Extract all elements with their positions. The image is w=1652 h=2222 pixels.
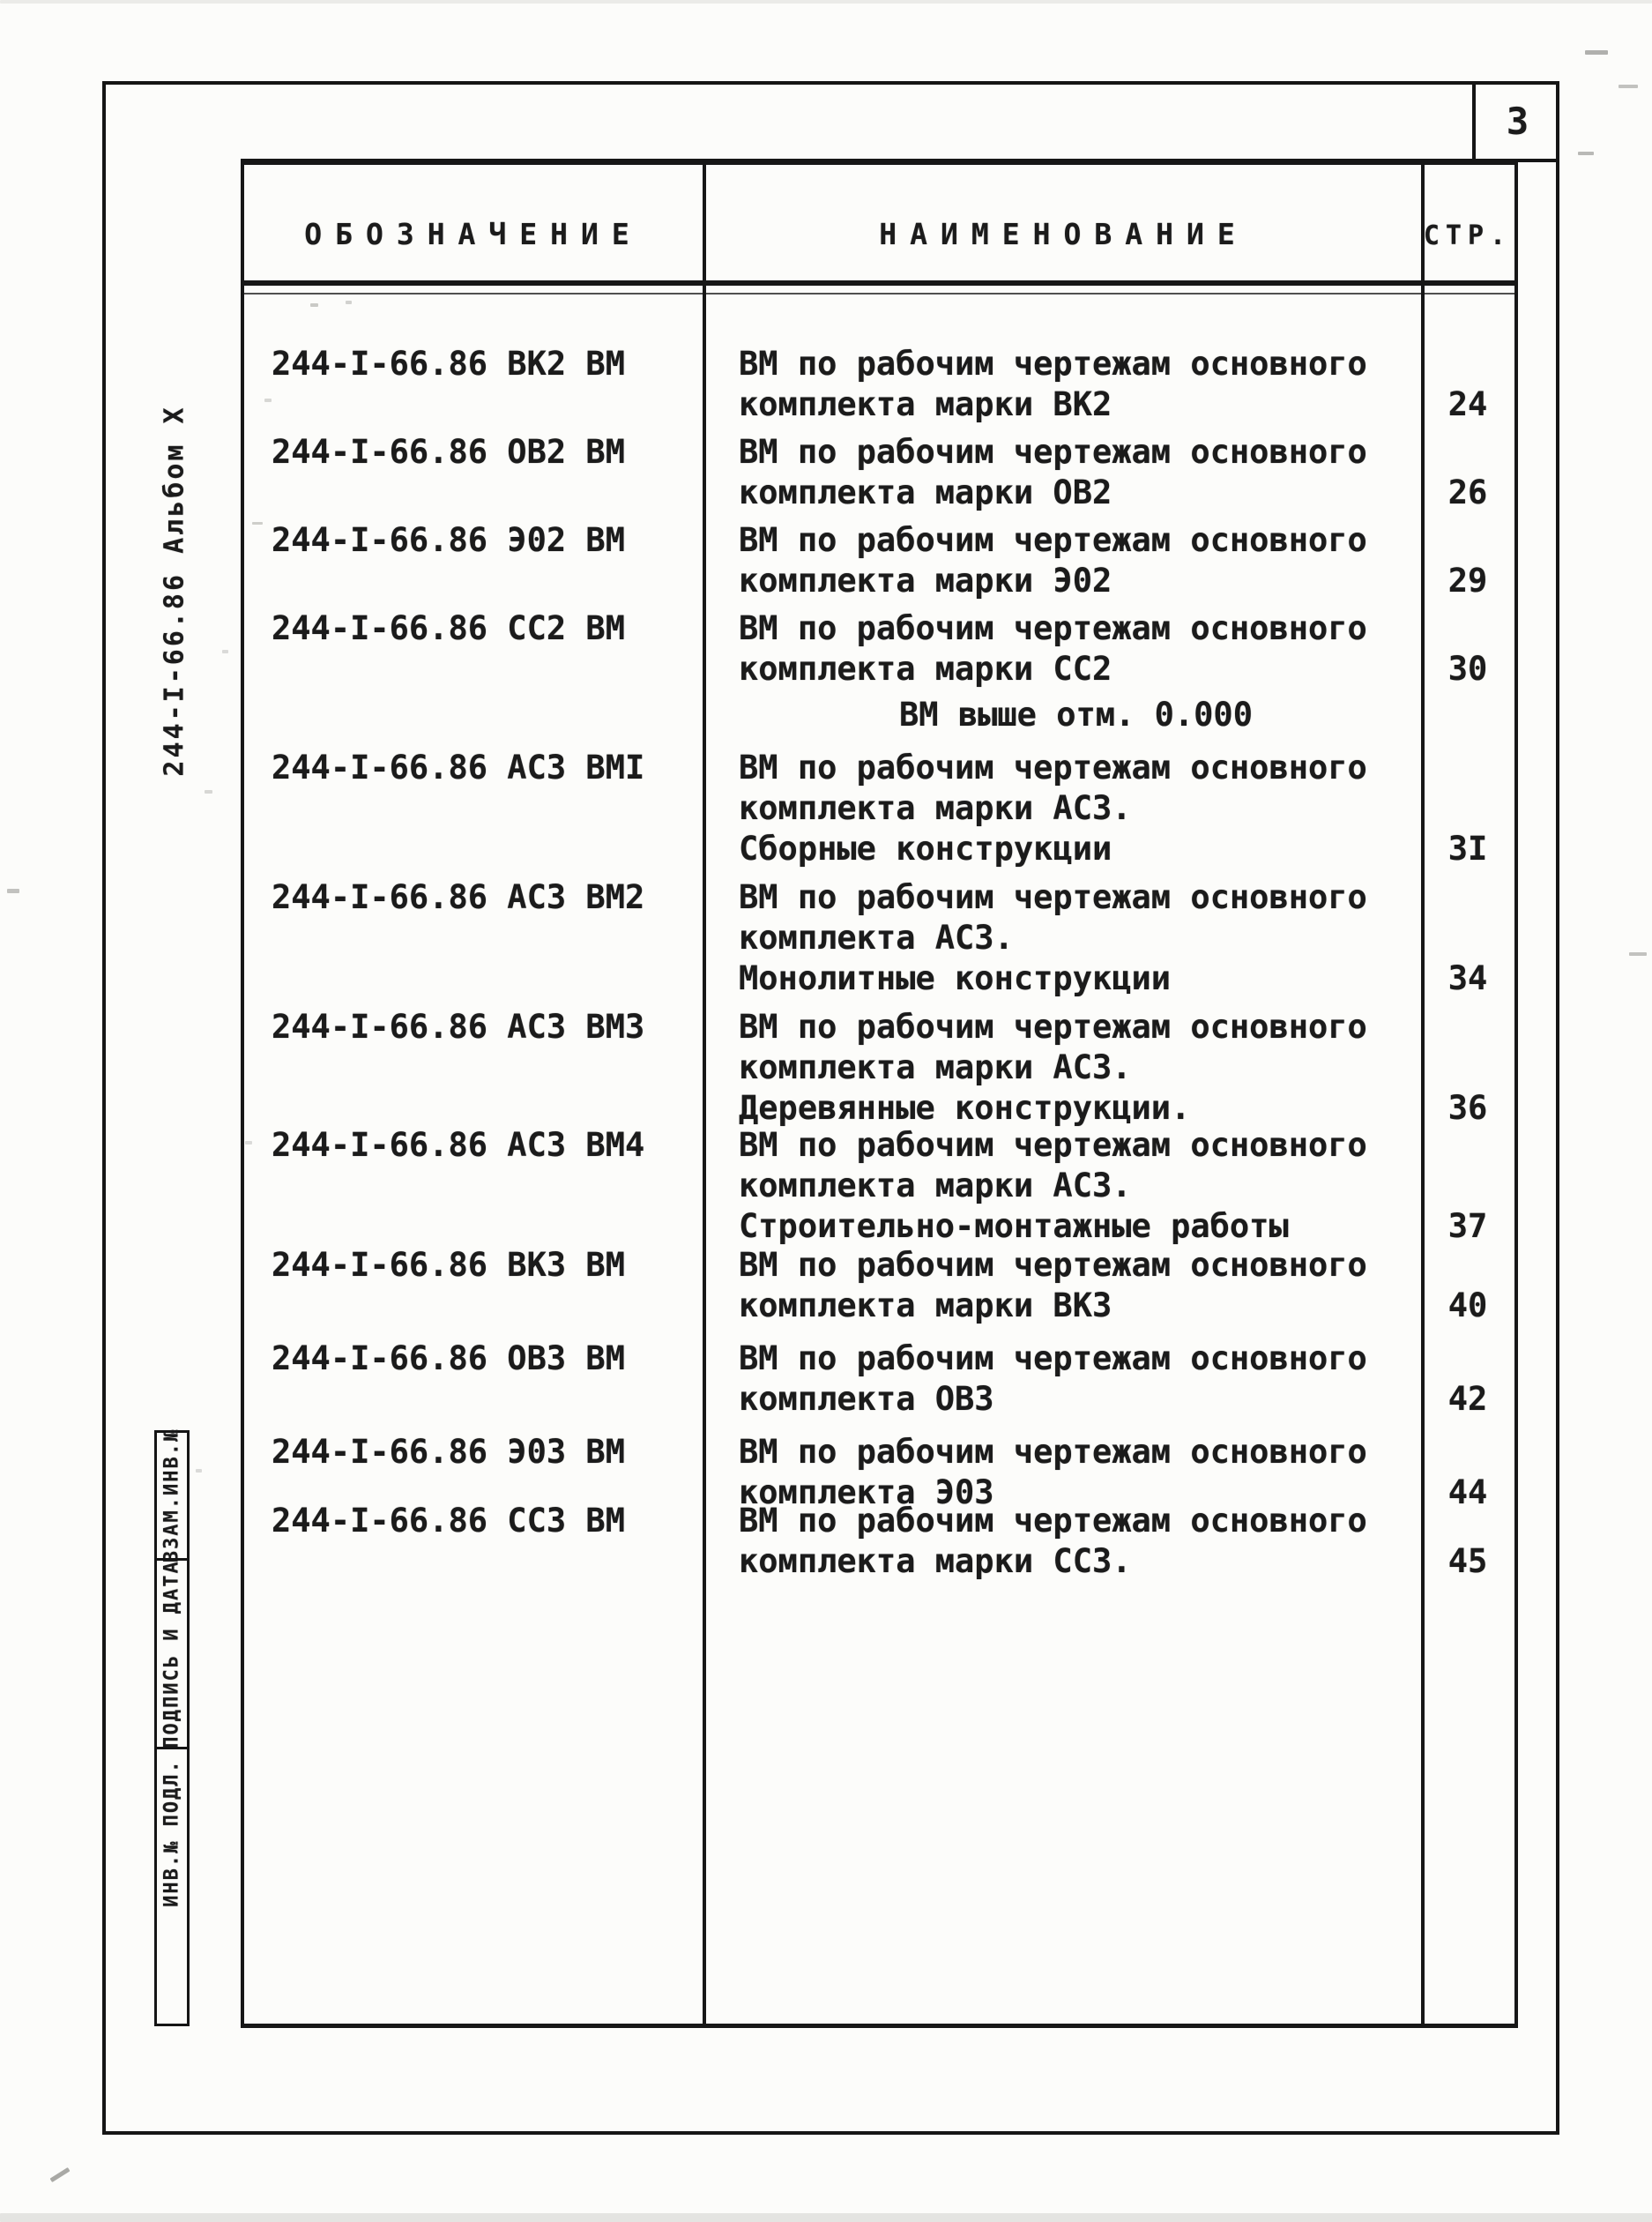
row-page-number: 36: [1447, 1089, 1488, 1127]
row-designation: 244-I-66.86 Э02 ВМ: [272, 521, 625, 559]
column-header-name: НАИМЕНОВАНИЕ: [879, 217, 1248, 251]
scan-artifact: [49, 2167, 70, 2182]
stamp-cell-inv-podl: [154, 1747, 190, 2026]
name-line: ВМ по рабочим чертежам основного: [739, 1126, 1367, 1164]
row-page-number: 29: [1447, 562, 1488, 600]
row-name: [739, 1501, 1367, 1582]
name-line: комплекта марки ВК2: [739, 385, 1112, 423]
row-designation: 244-I-66.86 ОВ2 ВМ: [272, 433, 625, 471]
row-designation: 244-I-66.86 ВК2 ВМ: [272, 345, 625, 383]
name-line: комплекта АС3.: [739, 919, 1014, 957]
row-page-number: 45: [1447, 1542, 1488, 1580]
name-line: комплекта марки АС3.: [739, 1167, 1132, 1204]
scan-artifact: [346, 301, 352, 304]
name-line: ВМ по рабочим чертежам основного: [739, 609, 1367, 647]
table-header-rule-thin: [241, 293, 1518, 295]
name-line: ВМ по рабочим чертежам основного: [739, 1433, 1367, 1471]
table-border-bottom: [241, 2024, 1518, 2028]
row-page-number: 37: [1447, 1207, 1488, 1245]
row-designation: 244-I-66.86 ОВ3 ВМ: [272, 1339, 625, 1377]
row-name: [739, 520, 1367, 601]
name-line: ВМ по рабочим чертежам основного: [739, 878, 1367, 916]
row-designation: 244-I-66.86 Э03 ВМ: [272, 1433, 625, 1471]
scan-artifact: [222, 650, 228, 653]
name-line: комплекта марки АС3.: [739, 1048, 1132, 1086]
row-name: [739, 1338, 1367, 1420]
scan-artifact: [264, 399, 272, 402]
stamp-cell-vzam-inv: [154, 1430, 190, 1561]
name-line: ВМ по рабочим чертежам основного: [739, 345, 1367, 383]
row-designation: 244-I-66.86 АС3 ВМ3: [272, 1008, 645, 1046]
scan-edge-bottom: [0, 2213, 1652, 2222]
name-line: комплекта марки ВК3: [739, 1286, 1112, 1324]
stamp-label: ПОДПИСЬ И ДАТА: [160, 1559, 183, 1749]
row-designation: 244-I-66.86 АС3 ВМI: [272, 749, 645, 787]
scan-artifact: [252, 522, 263, 525]
row-name: [739, 432, 1367, 513]
column-header-designation: ОБОЗНАЧЕНИЕ: [304, 217, 643, 251]
name-line: комплекта марки СС3.: [739, 1542, 1132, 1580]
name-line: ВМ по рабочим чертежам основного: [739, 1246, 1367, 1284]
scan-artifact: [7, 889, 19, 893]
sheet-number-box: [1472, 85, 1559, 162]
table-border-right: [1514, 159, 1518, 2028]
row-page-number: 24: [1447, 385, 1488, 423]
scan-artifact: [196, 1469, 202, 1473]
name-line: комплекта марки Э02: [739, 562, 1112, 600]
scan-artifact: [245, 1141, 252, 1145]
name-line: комплекта ОВ3: [739, 1380, 994, 1418]
name-line: комплекта марки АС3.: [739, 789, 1132, 827]
row-designation: 244-I-66.86 АС3 ВМ2: [272, 878, 645, 916]
name-line: комплекта марки СС2: [739, 650, 1112, 688]
row-designation: 244-I-66.86 АС3 ВМ4: [272, 1126, 645, 1164]
album-designation-label: 244-I-66.86 Альбом X: [159, 405, 190, 777]
scan-artifact: [205, 790, 212, 794]
row-page-number: 42: [1447, 1380, 1488, 1418]
row-designation: 244-I-66.86 СС3 ВМ: [272, 1502, 625, 1540]
name-line: ВМ по рабочим чертежам основного: [739, 1339, 1367, 1377]
row-page-number: 26: [1447, 473, 1488, 511]
row-name: [739, 1007, 1367, 1129]
row-name: [739, 608, 1367, 690]
row-designation: 244-I-66.86 СС2 ВМ: [272, 609, 625, 647]
row-name: [739, 748, 1367, 869]
row-page-number: 34: [1447, 959, 1488, 997]
scan-edge-top: [0, 0, 1652, 4]
row-name: [739, 1245, 1367, 1326]
scan-artifact: [1629, 952, 1647, 956]
row-page-number: 44: [1447, 1473, 1488, 1511]
stamp-label: ВЗАМ.ИНВ.№: [160, 1428, 183, 1563]
table-header-rule: [241, 280, 1518, 286]
name-line: ВМ по рабочим чертежам основного: [739, 1008, 1367, 1046]
name-line: комплекта марки ОВ2: [739, 473, 1112, 511]
sheet-number: 3: [1506, 100, 1529, 143]
name-line: ВМ по рабочим чертежам основного: [739, 749, 1367, 787]
table-column-divider-1: [703, 159, 706, 2028]
scan-artifact: [1585, 50, 1608, 55]
scan-artifact: [1578, 152, 1594, 155]
name-line: комплекта Э03: [739, 1473, 994, 1511]
column-header-page: СТР.: [1423, 220, 1513, 251]
name-line: ВМ по рабочим чертежам основного: [739, 433, 1367, 471]
row-page-number: 30: [1447, 650, 1488, 688]
name-line: Строительно-монтажные работы: [739, 1207, 1289, 1245]
row-name: [739, 1125, 1367, 1247]
name-line: Сборные конструкции: [739, 830, 1112, 868]
stamp-cell-podpis-data: [154, 1558, 190, 1749]
row-designation: 244-I-66.86 ВК3 ВМ: [272, 1246, 625, 1284]
scan-artifact: [310, 303, 318, 307]
row-page-number: 3I: [1447, 830, 1488, 868]
name-line: ВМ по рабочим чертежам основного: [739, 1502, 1367, 1540]
row-page-number: 40: [1447, 1286, 1488, 1324]
table-border-left: [241, 159, 244, 2028]
stamp-label: ИНВ.№ ПОДЛ.: [160, 1759, 183, 1907]
table-border-top: [241, 159, 1518, 165]
name-line: Монолитные конструкции: [739, 959, 1172, 997]
name-line: Деревянные конструкции.: [739, 1089, 1191, 1127]
scan-artifact: [1619, 85, 1638, 88]
section-subtitle: ВМ выше отм. 0.000: [899, 696, 1253, 734]
name-line: ВМ по рабочим чертежам основного: [739, 521, 1367, 559]
row-name: [739, 344, 1367, 425]
row-name: [739, 877, 1367, 999]
